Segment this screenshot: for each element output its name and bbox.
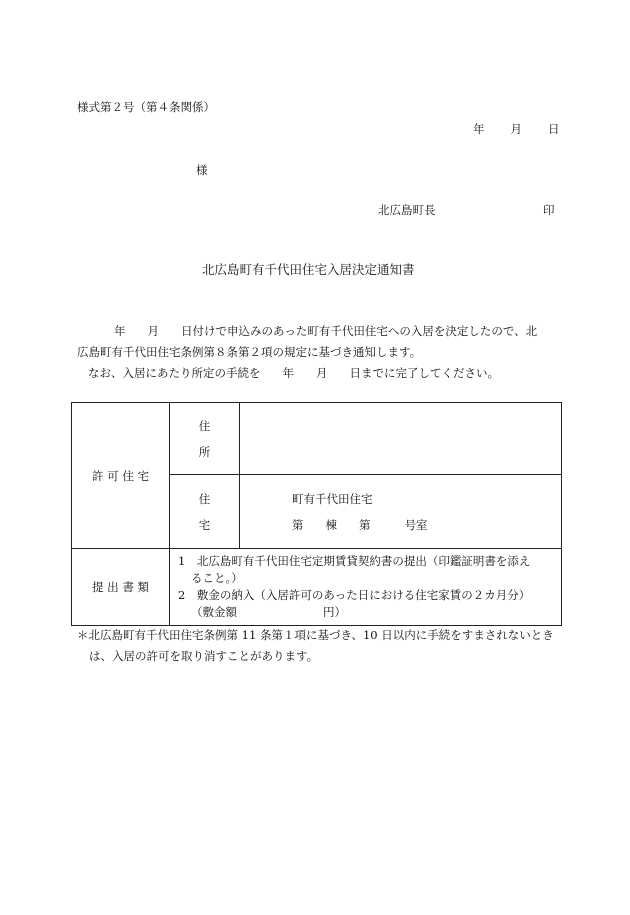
permit-table bbox=[71, 402, 562, 626]
address-value bbox=[240, 403, 562, 475]
doc-item-2-line-2: （敷金額 円） bbox=[191, 605, 346, 619]
footnote-line-2: は、入居の許可を取り消すことがあります。 bbox=[89, 649, 319, 663]
p2-year: 年 bbox=[282, 366, 294, 380]
seal-mark: 印 bbox=[543, 203, 555, 217]
body-line-1 bbox=[114, 326, 537, 338]
p1-month: 月 bbox=[147, 324, 159, 338]
doc-item-1-line-1: 1 北広島町有千代田住宅定期賃貸契約書の提出（印鑑証明書を添え bbox=[178, 554, 531, 568]
house-name: 町有千代田住宅 bbox=[292, 491, 373, 506]
date-day-label: 日 bbox=[548, 122, 560, 136]
house-room: 第 棟 第 号室 bbox=[292, 517, 428, 532]
doc-item-2-line-1: 2 敷金の納入（入居許可のあった日における住宅家賃の２カ月分） bbox=[178, 588, 531, 602]
footnote-line-1: ＊北広島町有千代田住宅条例第 11 条第１項に基づき、10 日以内に手続をすまされないとき bbox=[77, 628, 554, 642]
addressee-sama: 様 bbox=[196, 163, 208, 177]
form-number: 様式第２号（第４条関係） bbox=[77, 100, 215, 114]
p2-start: なお、入居にあたり所定の手続を bbox=[88, 366, 261, 380]
house-label: 住 宅 bbox=[170, 475, 240, 549]
body-line-2: 広島町有千代田住宅条例第８条第２項の規定に基づき通知します。 bbox=[77, 345, 422, 359]
p2-end: 日までに完了してください。 bbox=[349, 366, 499, 380]
p1-year: 年 bbox=[114, 324, 126, 338]
house-value bbox=[240, 475, 562, 549]
docs-list bbox=[170, 549, 562, 626]
date-year-label: 年 bbox=[473, 122, 485, 136]
docs-label: 提 出 書 類 bbox=[72, 549, 170, 626]
p1-rest: 日付けで申込みのあった町有千代田住宅への入居を決定したので、北 bbox=[181, 324, 538, 338]
document-title: 北広島町有千代田住宅入居決定通知書 bbox=[202, 262, 415, 277]
date-line bbox=[473, 124, 560, 136]
body-line-3 bbox=[88, 368, 499, 380]
doc-item-1-line-2: ること。） bbox=[191, 571, 243, 585]
permit-label: 許 可 住 宅 bbox=[72, 403, 170, 549]
address-label: 住 所 bbox=[170, 403, 240, 475]
sender-name: 北広島町長 bbox=[378, 203, 436, 217]
p2-month: 月 bbox=[316, 366, 328, 380]
date-month-label: 月 bbox=[510, 122, 522, 136]
